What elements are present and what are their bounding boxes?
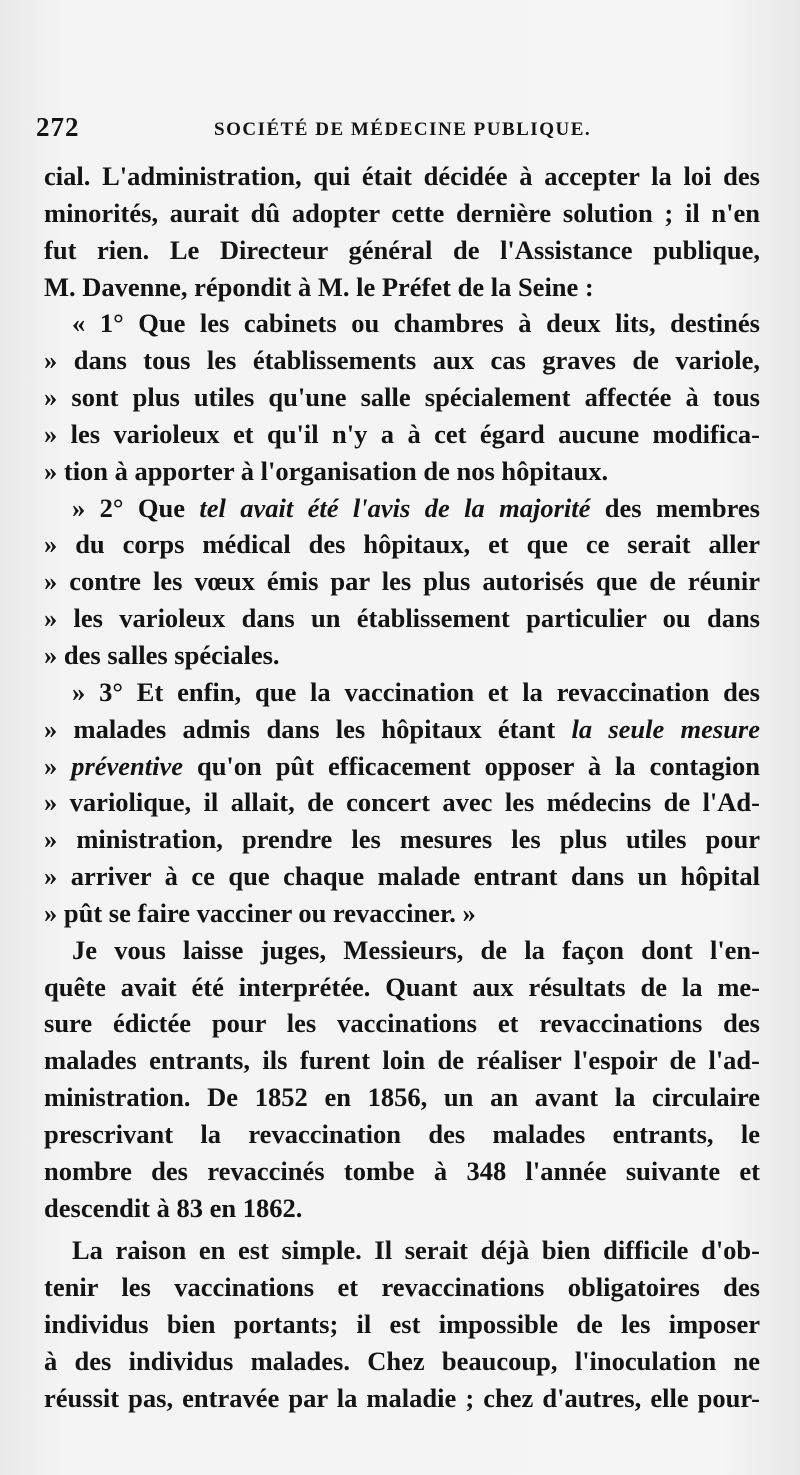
page-header: [36, 112, 736, 148]
text-line: réussit pas, entravée par la maladie ; chez d'autres, elle pour-: [44, 1382, 760, 1413]
text-line: cial. L'administration, qui était décidée à accepter la loi des: [44, 161, 760, 191]
text-line: La raison en est simple. Il serait déjà bien difficile d'ob-: [72, 1235, 760, 1266]
text-line: » sont plus utiles qu'une salle spécialement affectée à tous: [44, 382, 760, 413]
text-line: » les varioleux et qu'il n'y a à cet égard aucune modifica-: [44, 418, 760, 449]
text-line: [44, 748, 760, 785]
text-line: tenir les vaccinations et revaccinations obligatoires des: [44, 1272, 760, 1303]
text-line: nombre des revaccinés tombe à 348 l'année suivante et: [44, 1155, 760, 1186]
text-line: individus bien portants; il est impossible de les imposer: [44, 1309, 760, 1340]
text-line: » les varioleux dans un établissement particulier ou dans: [44, 603, 760, 634]
italic-segment: la seule mesure: [571, 713, 761, 744]
text-line: » du corps médical des hôpitaux, et que ce serait aller: [44, 529, 760, 560]
text-line: quête avait été interprétée. Quant aux résultats de la me-: [44, 971, 760, 1002]
text-segment: » 2° Que: [72, 492, 200, 523]
text-line: [44, 711, 760, 748]
text-line: » arriver à ce que chaque malade entrant dans un hôpital: [44, 861, 760, 892]
text-line: » des salles spéciales.: [44, 639, 280, 670]
text-line: Je vous laisse juges, Messieurs, de la façon dont l'en-: [72, 934, 760, 965]
text-line: descendit à 83 en 1862.: [44, 1192, 303, 1223]
body-text: [44, 158, 760, 1417]
text-line: M. Davenne, répondit à M. le Préfet de la Seine :: [44, 271, 594, 302]
text-line: à des individus malades. Chez beaucoup, l'inoculation ne: [44, 1346, 760, 1376]
text-line: malades entrants, ils furent loin de réaliser l'espoir de l'ad-: [44, 1045, 760, 1076]
text-segment: »: [44, 750, 72, 781]
text-line: ministration. De 1852 en 1856, un an avant la circulaire: [44, 1082, 760, 1113]
text-line: prescrivant la revaccination des malades entrants, le: [44, 1118, 760, 1149]
italic-segment: préventive: [71, 750, 184, 781]
text-line: » ministration, prendre les mesures les plus utiles pour: [44, 824, 760, 855]
text-line: » 3° Et enfin, que la vaccination et la revaccination des: [72, 676, 760, 707]
text-line: » contre les vœux émis par les plus autorisés que de réunir: [44, 566, 760, 597]
text-line: » dans tous les établissements aux cas graves de variole,: [44, 345, 760, 376]
text-line: » pût se faire vacciner ou revacciner. »: [44, 897, 476, 928]
text-line: minorités, aurait dû adopter cette dernière solution ; il n'en: [44, 197, 760, 228]
page-number: 272: [36, 112, 80, 142]
text-line: fut rien. Le Directeur général de l'Assistance publique,: [44, 234, 760, 265]
text-line: » variolique, il allait, de concert avec les médecins de l'Ad-: [44, 787, 760, 818]
text-segment: des membres: [590, 492, 760, 523]
text-segment: » malades admis dans les hôpitaux étant: [44, 713, 572, 744]
text-line: « 1° Que les cabinets ou chambres à deux lits, destinés: [72, 308, 760, 339]
text-line: [44, 490, 760, 527]
text-line: » tion à apporter à l'organisation de nos hôpitaux.: [44, 455, 609, 486]
italic-segment: tel avait été l'avis de la majorité: [199, 492, 591, 523]
running-title: SOCIÉTÉ DE MÉDECINE PUBLIQUE.: [214, 119, 592, 140]
text-segment: qu'on pût efficacement opposer à la contagion: [183, 750, 760, 781]
text-line: sure édictée pour les vaccinations et revaccinations des: [44, 1008, 760, 1039]
